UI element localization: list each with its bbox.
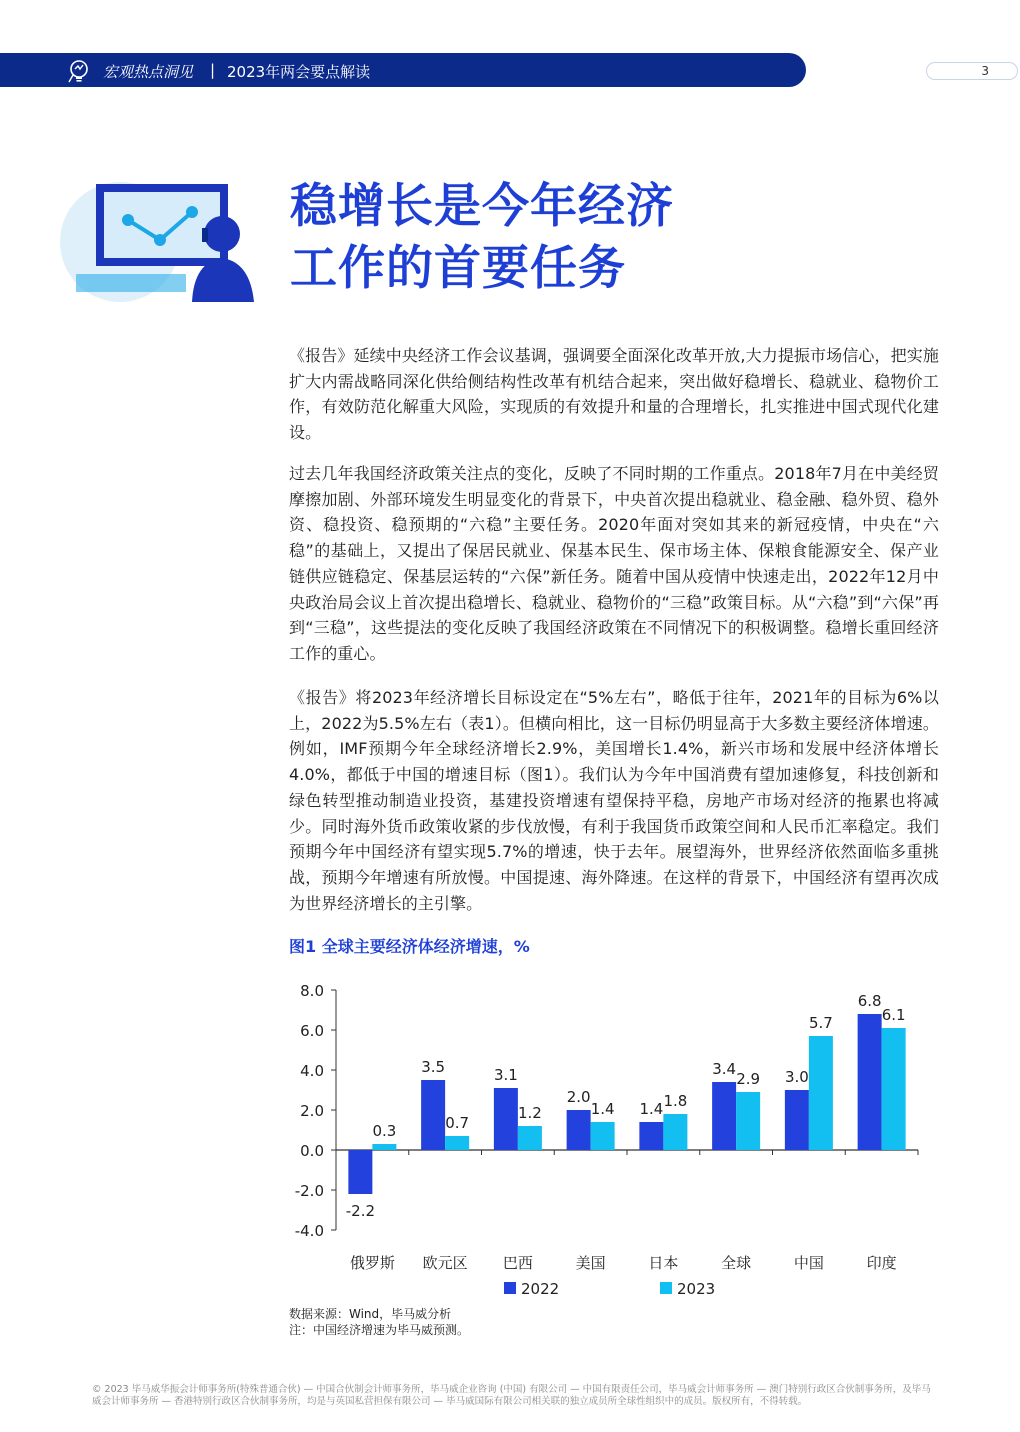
header-separator: |	[210, 61, 216, 79]
data-label-2022: 3.4	[712, 1060, 737, 1078]
x-category-label: 全球	[721, 1254, 752, 1272]
body-paragraph-2: 过去几年我国经济政策关注点的变化，反映了不同时期的工作重点。2018年7月在中美经贸摩擦加剧、外部环境发生明显变化的背景下，中央首次提出稳就业、稳金融、稳外贸、稳外资、稳投资、稳预期的“六稳”主要任务。2020年面对突如其来的新冠疫情，中央在“六稳”的基础上，又提出了保居民就业、保基本民生、保市场主体、保粮食能源安全、保产业链供应链稳定、保基层运转的“六保”新任务。随着中国从疫情中快速走出，2022年12月中央政治局会议上首次提出稳增长、稳就业、稳物价的“三稳”政策目标。从“六稳”到“六保”再到“三稳”，这些提法的变化反映了我国经济政策在不同情况下的积极调整。稳增长重回经济工作的重心。	[289, 464, 939, 663]
bar-2023	[591, 1122, 615, 1150]
data-label-2023: 1.2	[517, 1104, 542, 1122]
legend-swatch-2023	[660, 1282, 672, 1294]
x-category-label: 美国	[575, 1254, 606, 1272]
bulb-insight-icon	[66, 58, 92, 84]
page-number: 3	[926, 62, 1018, 80]
data-label-2023: 1.4	[590, 1100, 615, 1118]
body-paragraph-3: 《报告》将2023年经济增长目标设定在“5%左右”，略低于往年，2021年的目标为6%以上，2022为5.5%左右（表1）。但横向相比，这一目标仍明显高于大多数主要经济体增速。例如，IMF预期今年全球经济增长2.9%，美国增长1.4%，新兴市场和发展中经济体增长4.0%，都低于中国的增速目标（图1）。我们认为今年中国消费有望加速修复，科技创新和绿色转型推动制造业投资，基建投资增速有望保持平稳，房地产市场对经济的拖累也将减少。同时海外货币政策收紧的步伐放慢，有利于我国货币政策空间和人民币汇率稳定。我们预期今年中国经济有望实现5.7%的增速，快于去年。展望海外，世界经济依然面临多重挑战，预期今年增速有所放慢。中国提速、海外降速。在这样的背景下，中国经济有望再次成为世界经济增长的主引擎。	[289, 688, 939, 913]
figure-caption: 图1 全球主要经济体经济增速，%	[289, 937, 530, 956]
y-tick-label: 4.0	[300, 1062, 324, 1080]
bar-2023	[518, 1126, 542, 1150]
data-label-2022: -2.2	[345, 1202, 376, 1220]
bar-2022	[858, 1014, 882, 1150]
x-category-label: 欧元区	[422, 1254, 468, 1272]
page-title	[290, 176, 980, 300]
presenter-chart-icon	[56, 178, 260, 302]
data-label-2023: 6.1	[881, 1006, 906, 1024]
forecast-note: 注：中国经济增速为毕马威预测。	[289, 1323, 470, 1337]
data-label-2023: 0.3	[372, 1122, 397, 1140]
page-title-line-2: 工作的首要任务	[290, 241, 626, 296]
y-tick-label: 0.0	[300, 1142, 324, 1160]
bar-2023	[809, 1036, 833, 1150]
legend-label-2022: 2022	[521, 1280, 560, 1298]
bar-2022	[567, 1110, 591, 1150]
x-category-label: 日本	[648, 1254, 679, 1272]
y-tick-label: 6.0	[300, 1022, 324, 1040]
bar-2023	[445, 1136, 469, 1150]
body-paragraph-1: 《报告》延续中央经济工作会议基调，强调要全面深化改革开放,大力提振市场信心，把实施扩大内需战略同深化供给侧结构性改革有机结合起来，突出做好稳增长、稳就业、稳物价工作，有效防范化解重大风险，实现质的有效提升和量的合理增长，扎实推进中国式现代化建设。	[289, 346, 939, 443]
data-label-2023: 2.9	[736, 1070, 761, 1088]
y-tick-label: 2.0	[300, 1102, 324, 1120]
data-label-2023: 0.7	[445, 1114, 470, 1132]
x-category-label: 巴西	[502, 1254, 533, 1272]
bar-2022	[639, 1122, 663, 1150]
data-label-2023: 5.7	[808, 1014, 833, 1032]
data-label-2022: 2.0	[566, 1088, 591, 1106]
data-label-2022: 1.4	[639, 1100, 664, 1118]
data-label-2022: 3.1	[493, 1066, 518, 1084]
copyright-footer: © 2023 毕马威华振会计师事务所(特殊普通合伙) — 中国合伙制会计师事务所，毕马威企业咨询 (中国) 有限公司 — 中国有限责任公司，毕马威会计师事务所 — 澳门特别行政区合伙制事务所，及毕马威会计师事务所 — 香港特别行政区合伙制事务所，均是与英国私营担保有限公司 — 毕马威国际有限公司相关联的独立成员所全球性组织中的成员。版权所有，不得转载。	[92, 1384, 931, 1407]
legend-label-2023: 2023	[677, 1280, 716, 1298]
data-label-2022: 3.0	[784, 1068, 809, 1086]
y-tick-label: 8.0	[300, 982, 324, 1000]
y-tick-label: -2.0	[294, 1182, 324, 1200]
bar-2022	[494, 1088, 518, 1150]
bar-2022	[712, 1082, 736, 1150]
bar-2023	[663, 1114, 687, 1150]
legend-swatch-2022	[504, 1282, 516, 1294]
x-category-label: 俄罗斯	[349, 1254, 395, 1272]
bar-2022	[421, 1080, 445, 1150]
x-category-label: 中国	[793, 1254, 824, 1272]
x-category-label: 印度	[866, 1254, 897, 1272]
report-series-label: 宏观热点洞见	[103, 63, 194, 81]
bar-2022	[785, 1090, 809, 1150]
page-title-line-1: 稳增长是今年经济	[290, 179, 674, 234]
y-tick-label: -4.0	[294, 1222, 324, 1240]
data-source-note: 数据来源：Wind，毕马威分析	[289, 1307, 452, 1321]
bar-2022	[348, 1150, 372, 1194]
data-label-2022: 6.8	[857, 992, 882, 1010]
data-label-2022: 3.5	[421, 1058, 446, 1076]
bar-2023	[736, 1092, 760, 1150]
data-label-2023: 1.8	[663, 1092, 688, 1110]
bar-2023	[372, 1144, 396, 1150]
report-topic-label: 2023年两会要点解读	[227, 63, 371, 81]
bar-2023	[882, 1028, 906, 1150]
gdp-growth-bar-chart	[280, 972, 940, 1312]
